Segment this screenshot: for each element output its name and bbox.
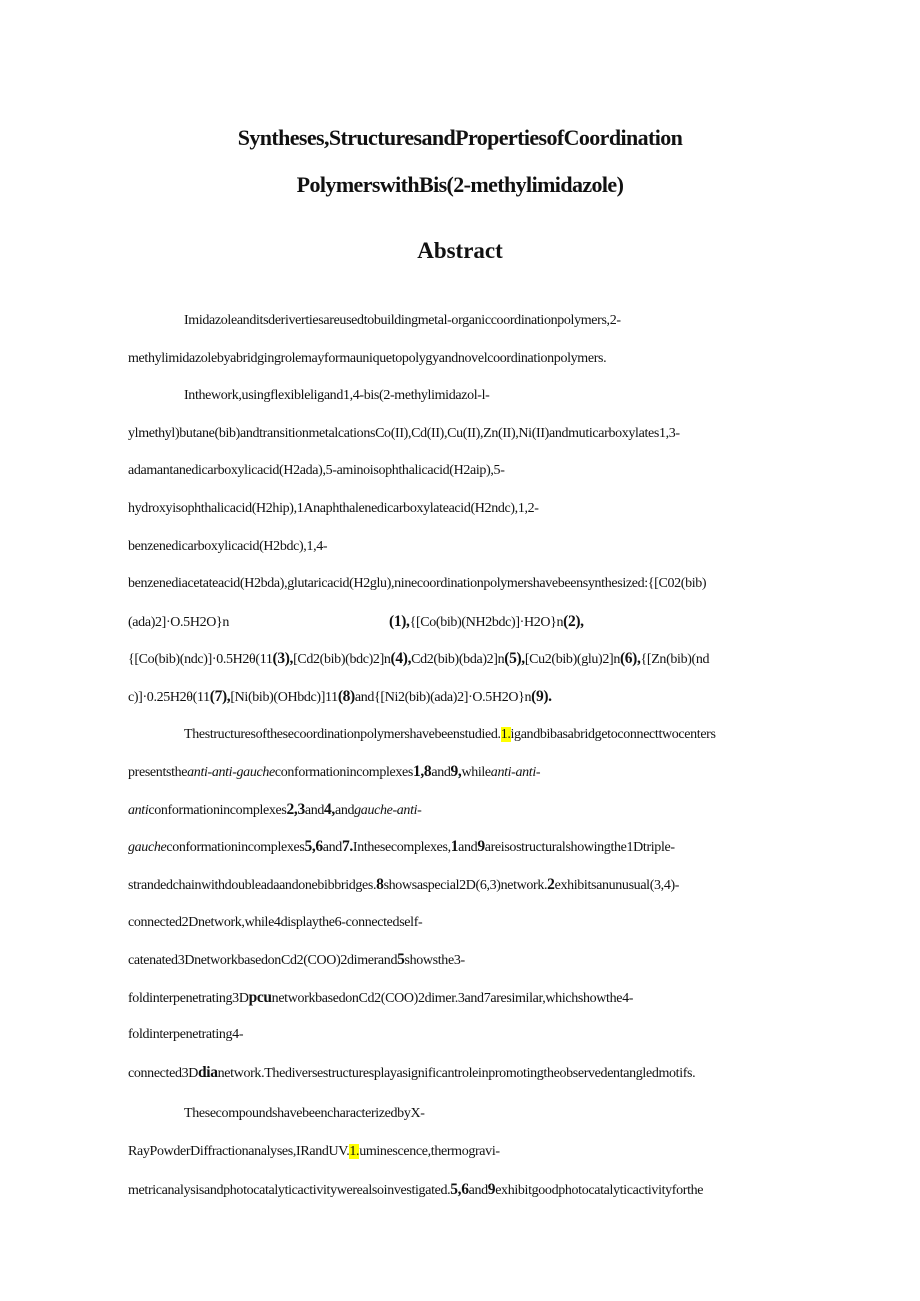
- text-run: metricanalysisandphotocatalyticactivitywerealsoinvestigated.: [128, 1182, 451, 1198]
- paragraph-2-line: hydroxyisophthalicacid(H2hip),1Anaphthalenedicarboxylateacid(H2ndc),1,2-: [128, 500, 539, 516]
- compound-number: (6),: [619, 650, 641, 668]
- paragraph-4-line: [128, 1133, 814, 1171]
- compound-number: (4),: [390, 650, 412, 668]
- compound-number: (1),: [389, 612, 410, 630]
- formula: {[Zn(bib)(nd: [640, 652, 710, 668]
- compound-number: 2,3: [286, 800, 305, 818]
- formula: Cd2(bib)(bda)2]n: [411, 652, 505, 668]
- paragraph-2-line: benzenediacetateacid(H2bda),glutaricacid(H2glu),ninecoordinationpolymershavebeensynthesized:{[C02(bib): [128, 576, 707, 592]
- formula: [Ni(bib)(OHbdc)]11: [230, 689, 338, 705]
- text-run: and: [304, 802, 325, 818]
- paragraph-3-line: [128, 1054, 814, 1092]
- compound-number: 5,6: [304, 838, 323, 856]
- text-run: while: [461, 765, 491, 781]
- compound-number: 9: [477, 838, 485, 856]
- compound-number: 8: [376, 875, 384, 893]
- highlighted-text: 1.: [349, 1144, 360, 1160]
- italic-text: anti-anti-gauche: [187, 765, 275, 781]
- text-run: igandbibasabridgetoconnecttwocenters: [510, 726, 716, 742]
- formula: [Cu2(bib)(glu)2]n: [524, 652, 620, 668]
- compound-number: 9: [487, 1180, 496, 1198]
- paragraph-2-line: Inthework,usingflexibleligand1,4-bis(2-methylimidazol-l-: [184, 388, 490, 404]
- text-run: showsaspecial2D(6,3)network.: [383, 877, 548, 893]
- compound-number: (9).: [531, 687, 552, 705]
- text-run: and: [458, 840, 478, 856]
- italic-text: anti-anti-: [490, 765, 541, 781]
- compound-number: (3),: [272, 650, 294, 668]
- paragraph-2-line: [128, 640, 814, 678]
- paragraph-3-line: [128, 828, 814, 866]
- text-run: showsthe3-: [404, 953, 465, 969]
- paragraph-3-line: [128, 866, 814, 904]
- text-run: and: [431, 765, 451, 781]
- compound-number: 2: [547, 875, 555, 893]
- italic-text: gauche: [128, 840, 167, 856]
- compound-number: 7.: [341, 838, 353, 856]
- compound-number: 5,6: [450, 1180, 469, 1198]
- text-run: Inthesecomplexes,: [352, 840, 451, 856]
- italic-text: gauche-anti-: [354, 802, 422, 818]
- title-line-2: PolymerswithBis(2-methylimidazole): [296, 172, 624, 197]
- title-line-1: Syntheses,StructuresandPropertiesofCoordination: [237, 125, 683, 150]
- formula: {[Co(bib)(ndc)]·0.5H2θ(11: [128, 652, 273, 668]
- text-run: network.Thediversestructuresplayasignificantroleinpromotingtheobservedentangledmotifs.: [217, 1065, 696, 1081]
- text-run: areisostructuralshowingthe1Dtriple-: [484, 840, 675, 856]
- paragraph-3-line: [128, 716, 814, 754]
- highlighted-text: 1.: [500, 726, 511, 742]
- paragraph-3-line: [128, 941, 814, 979]
- paragraph-3-line: connected2Dnetwork,while4displaythe6-connectedself-: [128, 914, 423, 930]
- paragraph-3-line: [128, 791, 814, 829]
- text-run: exhibitsanunusual(3,4)-: [554, 877, 680, 893]
- compound-number: 1: [450, 838, 459, 856]
- formula: {[Co(bib)(NH2bdc)]·H2O}n: [409, 614, 564, 630]
- text-run: conformationincomplexes: [166, 840, 305, 856]
- formula: (ada)2]·O.5H2O}n: [128, 614, 230, 630]
- text-run: presentsthe: [128, 765, 188, 781]
- compound-number: 5: [397, 951, 405, 969]
- text-run: networkbasedonCd2(COO)2dimer.3and7aresimilar,whichshowthe4-: [271, 990, 634, 1006]
- paragraph-2-line: [128, 603, 814, 641]
- compound-number: 9,: [450, 763, 462, 781]
- compound-number: 1,8: [413, 763, 432, 781]
- paragraph-2-line: ylmethyl)butane(bib)andtransitionmetalcationsCo(II),Cd(II),Cu(II),Zn(II),Ni(II)andmuticarboxylates1,3-: [128, 425, 680, 441]
- italic-text: anti: [128, 802, 149, 818]
- text-run: RayPowderDiffractionanalyses,IRandUV.: [128, 1144, 350, 1160]
- compound-number: (8): [337, 687, 355, 705]
- paragraph-4-line: ThesecompoundshavebeencharacterizedbyX-: [184, 1106, 425, 1122]
- text-run: Thestructuresofthesecoordinationpolymershavebeenstudied.: [184, 726, 501, 742]
- compound-number: 4,: [324, 800, 335, 818]
- text-run: catenated3DnetworkbasedonCd2(COO)2dimerand: [128, 953, 398, 969]
- compound-number: (7),: [209, 687, 231, 705]
- text-run: strandedchainwithdoubleadaandonebibbridges.: [128, 877, 377, 893]
- paragraph-2-line: adamantanedicarboxylicacid(H2ada),5-aminoisophthalicacid(H2aip),5-: [128, 463, 505, 479]
- text-run: exhibitgoodphotocatalyticactivityforthe: [495, 1182, 704, 1198]
- paragraph-4-line: [128, 1171, 814, 1209]
- text-run: and: [468, 1182, 488, 1198]
- paragraph-1-line: methylimidazolebyabridgingrolemayformauniquetopolygyandnovelcoordinationpolymers.: [128, 350, 607, 366]
- formula: [Cd2(bib)(bdc)2]n: [293, 652, 391, 668]
- text-run: uminescence,thermogravi-: [359, 1144, 500, 1160]
- compound-number: (5),: [504, 650, 525, 668]
- topology-symbol: pcu: [248, 988, 272, 1006]
- formula: and{[Ni2(bib)(ada)2]·O.5H2O}n: [354, 689, 532, 705]
- paragraph-2-line: benzenedicarboxylicacid(H2bdc),1,4-: [128, 538, 328, 554]
- paragraph-2-line: [128, 678, 814, 716]
- abstract-heading: Abstract: [417, 238, 503, 263]
- paragraph-1-line: Imidazoleanditsderivertiesareusedtobuildingmetal-organiccoordinationpolymers,2-: [184, 313, 621, 328]
- text-run: foldinterpenetrating3D: [128, 990, 249, 1006]
- text-run: conformationincomplexes: [148, 802, 287, 818]
- paragraph-3-line: [128, 979, 814, 1017]
- paragraph-3-line: [128, 753, 814, 791]
- formula: c)]·0.25H2θ(11: [128, 689, 210, 705]
- paragraph-3-line: foldinterpenetrating4-: [128, 1027, 244, 1043]
- text-run: and: [334, 802, 355, 818]
- topology-symbol: dia: [198, 1063, 218, 1081]
- text-run: and: [322, 840, 342, 856]
- text-run: conformationincomplexes: [274, 765, 413, 781]
- abstract-body: [128, 302, 814, 1208]
- text-run: connected3D: [128, 1065, 199, 1081]
- compound-number: (2),: [563, 612, 584, 630]
